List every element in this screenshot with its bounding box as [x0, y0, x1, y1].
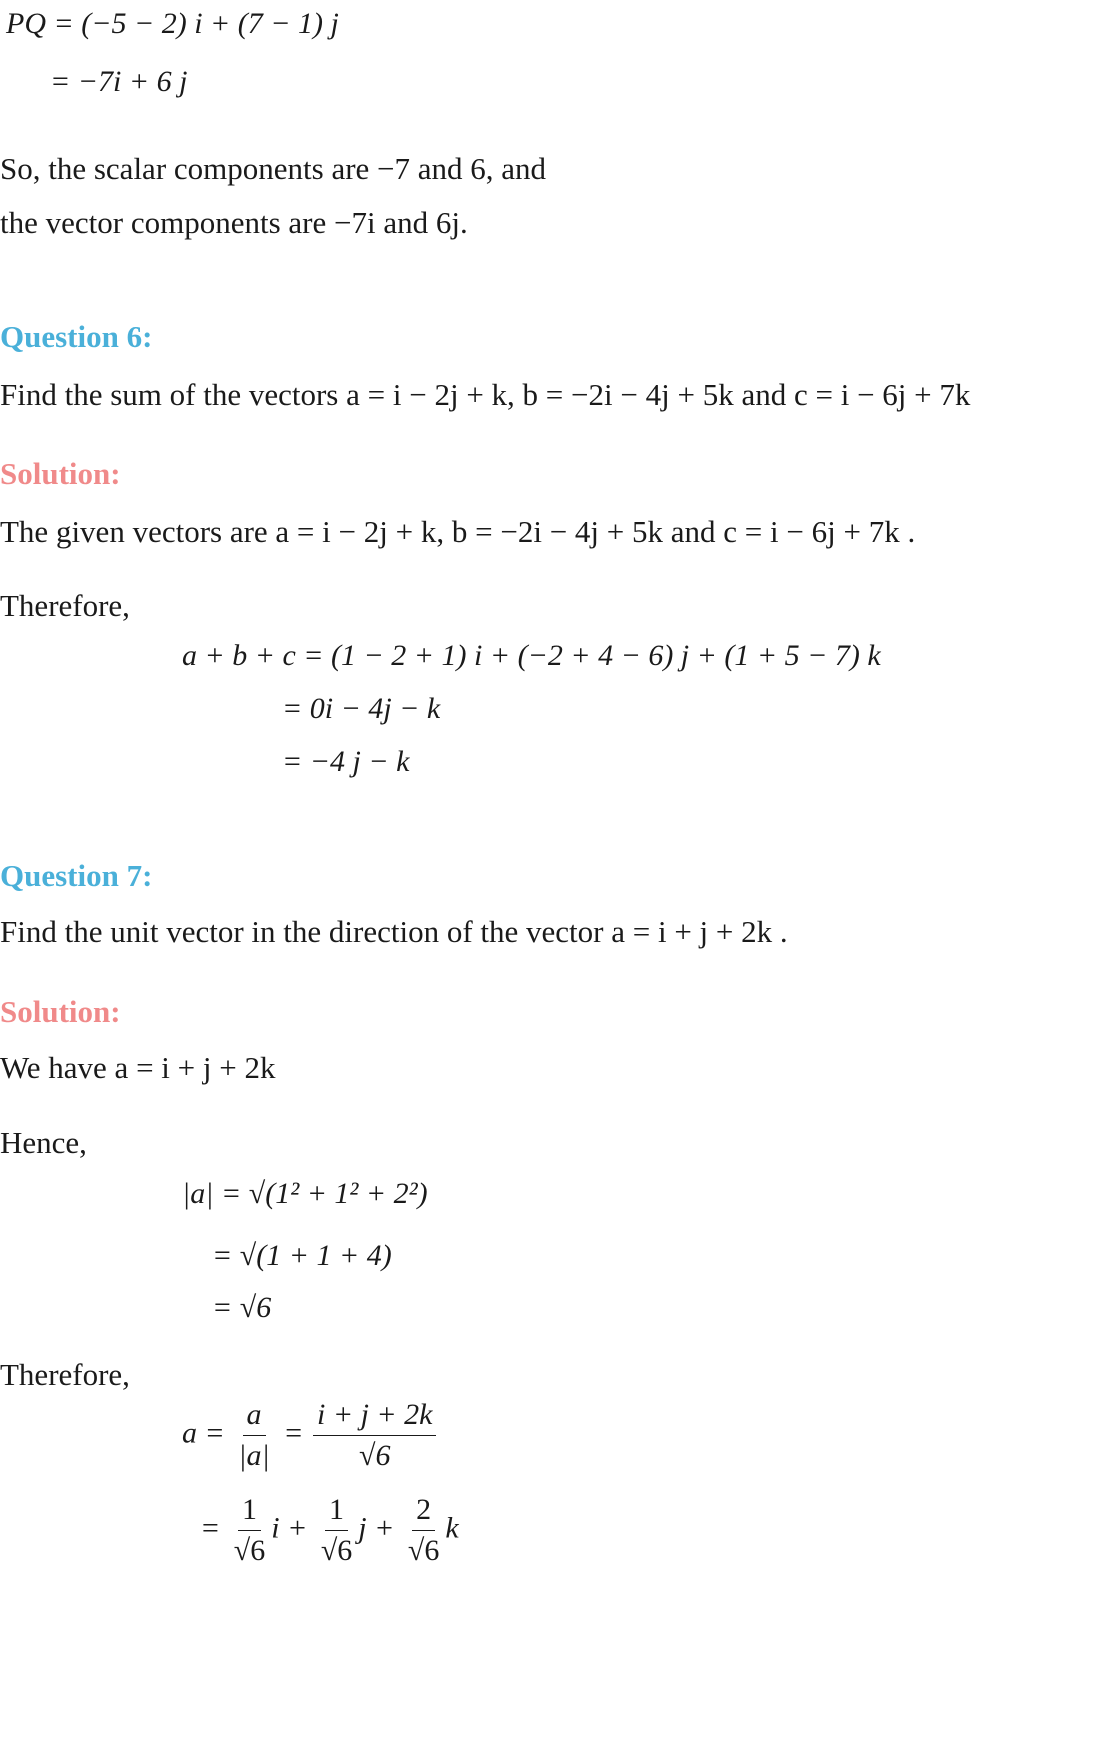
unit-j: j — [358, 1511, 367, 1545]
math-line: |a| = √(1² + 1² + 2²) — [182, 1177, 428, 1210]
unit-vector-result-line — [200, 1490, 459, 1571]
equals-sign: = — [283, 1416, 304, 1450]
fraction-i-coeff — [230, 1490, 269, 1571]
solution-heading: Solution: — [0, 994, 121, 1029]
fraction-vector-over-root6 — [313, 1395, 436, 1476]
math-line: = √(1 + 1 + 4) — [212, 1239, 392, 1272]
fraction-numerator: 2 — [412, 1490, 435, 1531]
question-heading: Question 6: — [0, 319, 153, 354]
fraction-numerator: 1 — [238, 1490, 261, 1531]
text-line: So, the scalar components are −7 and 6, and — [0, 151, 547, 186]
math-line: a + b + c = (1 − 2 + 1) i + (−2 + 4 − 6) j + (1 + 5 − 7) k — [182, 639, 881, 672]
fraction-denominator: √6 — [407, 1534, 440, 1567]
math-line: = 0i − 4j − k — [282, 692, 441, 725]
fraction-numerator: 1 — [325, 1490, 348, 1531]
text-line: Find the sum of the vectors a = i − 2j + k, b = −2i − 4j + 5k and c = i − 6j + 7k — [0, 377, 971, 412]
text-line: the vector components are −7i and 6j. — [0, 205, 468, 240]
unit-vector-fraction-line — [182, 1395, 438, 1476]
text-line: Hence, — [0, 1125, 87, 1160]
math-line: = √6 — [212, 1291, 272, 1324]
text-line: The given vectors are a = i − 2j + k, b = −2i − 4j + 5k and c = i − 6j + 7k . — [0, 514, 916, 549]
plus-sign: + — [374, 1511, 395, 1545]
unit-vector-lhs: a = — [182, 1416, 225, 1450]
fraction-denominator: √6 — [359, 1439, 391, 1472]
fraction-a-over-mod-a — [234, 1395, 274, 1476]
fraction-numerator: a — [243, 1395, 266, 1436]
text-line: Therefore, — [0, 588, 130, 623]
text-line: Therefore, — [0, 1357, 130, 1392]
math-line: = −4 j − k — [282, 745, 410, 778]
fraction-k-coeff — [404, 1490, 443, 1571]
fraction-numerator: i + j + 2k — [313, 1395, 436, 1436]
unit-i: i — [271, 1511, 280, 1545]
question-heading: Question 7: — [0, 858, 153, 893]
text-line: We have a = i + j + 2k — [0, 1050, 276, 1085]
equals-sign: = — [200, 1511, 221, 1545]
text-line: Find the unit vector in the direction of the vector a = i + j + 2k . — [0, 914, 788, 949]
unit-k: k — [445, 1511, 459, 1545]
plus-sign: + — [287, 1511, 308, 1545]
fraction-denominator: |a| — [238, 1439, 270, 1472]
fraction-denominator: √6 — [233, 1534, 266, 1567]
math-line: PQ = (−5 − 2) i + (7 − 1) j — [6, 7, 339, 40]
fraction-j-coeff — [317, 1490, 356, 1571]
math-line: = −7i + 6 j — [50, 65, 188, 98]
fraction-denominator: √6 — [320, 1534, 353, 1567]
solution-heading: Solution: — [0, 456, 121, 491]
